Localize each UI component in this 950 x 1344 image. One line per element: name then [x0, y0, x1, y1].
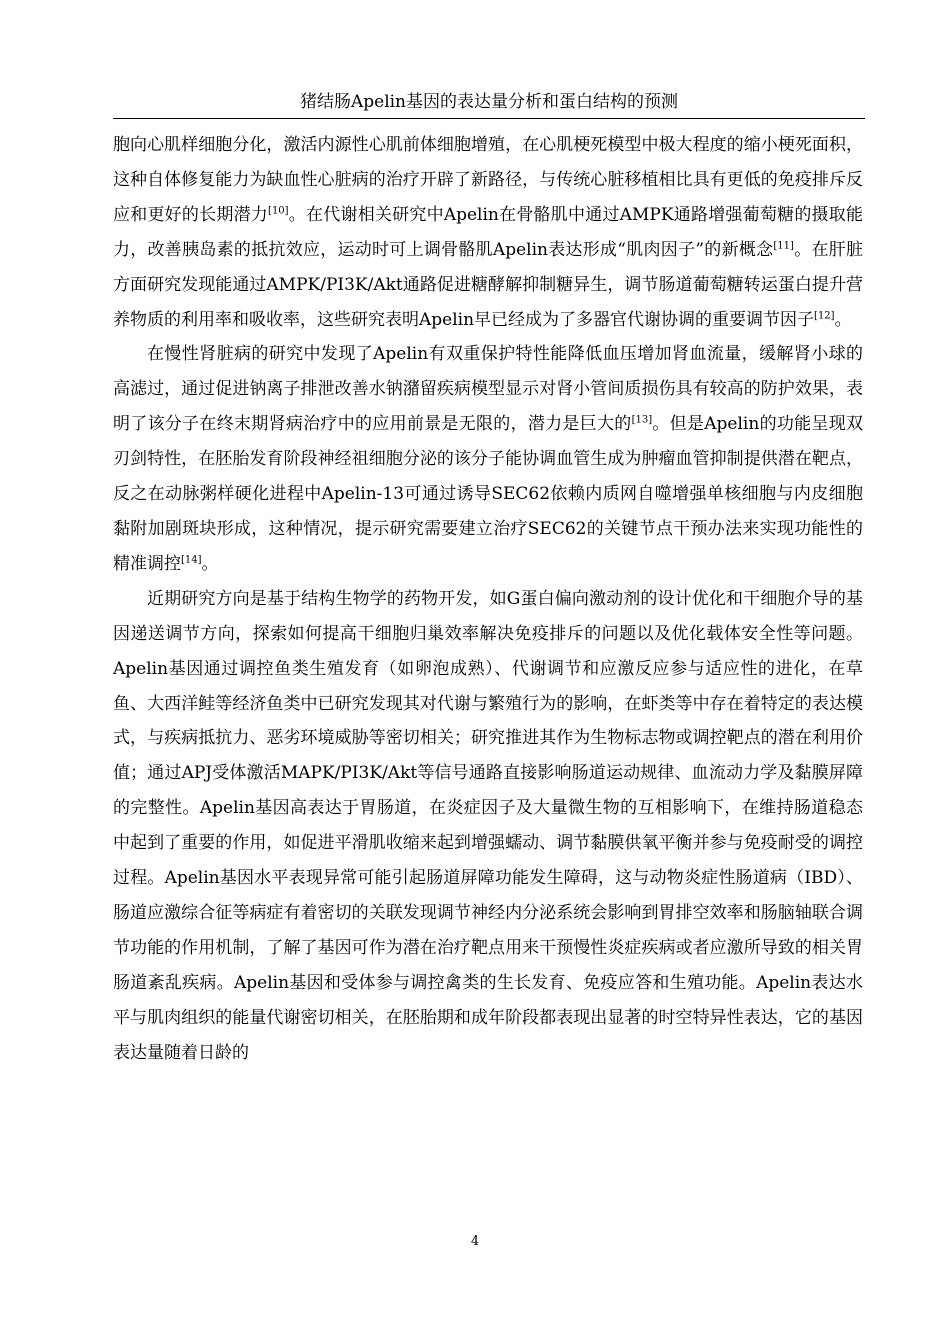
paragraph-text: 。但是Apelin的功能呈现双刃剑特性，在胚胎发育阶段神经祖细胞分泌的该分子能协调血管生成为肿瘤血管抑制提供潜在靶点，反之在动脉粥样硬化进程中Apelin-13可通过诱导SEC62依赖内质网自噬增强单核细胞与内皮细胞黏附加剧斑块形成，这种情况，提示研究需要建立治疗SEC62的关键节点干预办法来实现功能性的精准调控: [113, 414, 864, 574]
paragraph-text: 。在代谢相关研究中Apelin在骨骼肌中通过AMPK通路增强葡萄糖的摄取能力，改善胰岛素的抵抗效应，运动时可上调骨骼肌Apelin表达形成“肌肉因子”的新概念: [113, 204, 863, 260]
paragraph-text: 。: [201, 553, 219, 574]
citation-ref: [12]: [814, 309, 835, 321]
paragraph-text: 胞向心肌样细胞分化，激活内源性心肌前体细胞增殖，在心肌梗死模型中极大程度的缩小梗死面积，这种自体修复能力为缺血性心脏病的治疗开辟了新路径，与传统心脏移植相比具有更低的免疫排斥反应和更好的长期潜力: [113, 135, 863, 225]
page-number: 4: [470, 1234, 480, 1249]
running-header: [113, 88, 865, 119]
citation-ref: [10]: [268, 205, 289, 217]
body-text: [113, 128, 863, 1070]
running-header-title: 猪结肠Apelin基因的表达量分析和蛋白结构的预测: [299, 92, 679, 112]
paragraph: [113, 337, 863, 581]
citation-ref: [11]: [773, 240, 794, 252]
paragraph-text: 近期研究方向是基于结构生物学的药物开发，如G蛋白偏向激动剂的设计优化和干细胞介导的基因递送调节方向，探索如何提高干细胞归巢效率解决免疫排斥的问题以及优化载体安全性等问题。Apelin基因通过调控鱼类生殖发育（如卵泡成熟）、代谢调节和应激反应参与适应性的进化，在草鱼、大西洋鲑等经济鱼类中已研究发现其对代谢与繁殖行为的影响，在虾类等中存在着特定的表达模式，与疾病抵抗力、恶劣环境威胁等密切相关；研究推进其作为生物标志物或调控靶点的潜在利用价值；通过APJ受体激活MAPK/PI3K/Akt等信号通路直接影响肠道运动规律、血流动力学及黏膜屏障的完整性。Apelin基因高表达于胃肠道，在炎症因子及大量微生物的互相影响下，在维持肠道稳态中起到了重要的作用，如促进平滑肌收缩来起到增强蠕动、调节黏膜供氧平衡并参与免疫耐受的调控过程。Apelin基因水平表现异常可能引起肠道屏障功能发生障碍，这与动物炎症性肠道病（IBD）、肠道应激综合征等病症有着密切的关联发现调节神经内分泌系统会影响到胃排空效率和肠脑轴联合调节功能的作用机制，了解了基因可作为潜在治疗靶点用来干预慢性炎症疾病或者应激所导致的相关胃肠道紊乱疾病。Apelin基因和受体参与调控禽类的生长发育、免疫应答和生殖功能。Apelin表达水平与肌肉组织的能量代谢密切相关，在胚胎期和成年阶段都表现出显著的时空特异性表达，它的基因表达量随着日龄的: [113, 588, 863, 1063]
citation-ref: [14]: [181, 554, 202, 566]
citation-ref: [13]: [631, 414, 653, 426]
paragraph-text: 。: [834, 309, 852, 330]
paragraph: [113, 128, 863, 337]
paragraph-text: 在慢性肾脏病的研究中发现了Apelin有双重保护特性能降低血压增加肾血流量，缓解肾小球的高滤过，通过促进钠离子排泄改善水钠潴留疾病模型显示对肾小管间质损伤具有较高的防护效果，表明了该分子在终末期肾病治疗中的应用前景是无限的，潜力是巨大的: [113, 344, 863, 435]
paragraph: [113, 582, 863, 1071]
paragraph-text: 。在肝脏方面研究发现能通过AMPK/PI3K/Akt通路促进糖酵解抑制糖异生，调节肠道葡萄糖转运蛋白提升营养物质的利用率和吸收率，这些研究表明Apelin早已经成为了多器官代谢协调的重要调节因子: [113, 239, 863, 330]
